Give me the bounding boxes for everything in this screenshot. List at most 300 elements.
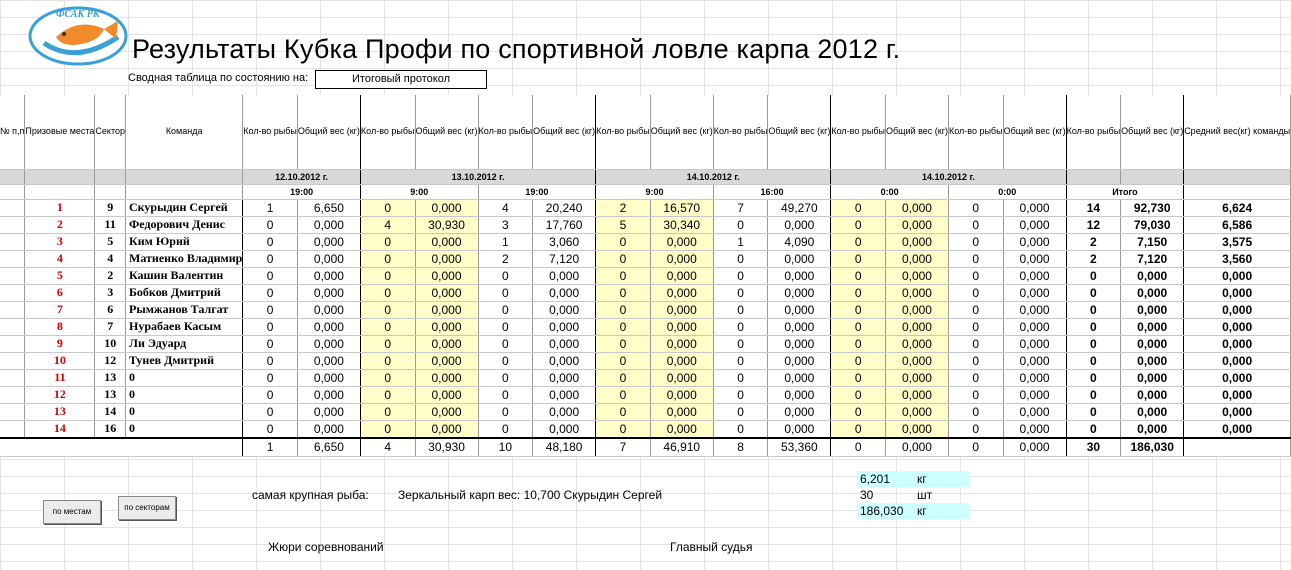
- count-cell: 0: [713, 301, 768, 318]
- table-row: [0, 284, 1291, 301]
- count-cell: 0: [596, 386, 651, 403]
- row-index-cell: [0, 369, 25, 386]
- header-count: Кол-во рыбы: [713, 95, 768, 169]
- weight-cell: 0,000: [1003, 420, 1066, 438]
- weight-cell: 0,000: [768, 318, 831, 335]
- total-cell: 30,930: [415, 438, 478, 457]
- count-cell: 0: [831, 233, 886, 250]
- logo-text: ФСАК РК: [56, 9, 100, 20]
- team-cell: 0: [126, 386, 243, 403]
- table-row: [0, 233, 1291, 250]
- total-weight-cell: 0,000: [1121, 301, 1184, 318]
- sector-cell: 6: [95, 301, 126, 318]
- weight-cell: 0,000: [1003, 250, 1066, 267]
- total-count-cell: 0: [1066, 267, 1121, 284]
- count-cell: 0: [360, 233, 415, 250]
- table-row: [0, 352, 1291, 369]
- count-cell: 0: [596, 403, 651, 420]
- count-cell: 0: [478, 301, 533, 318]
- count-cell: 0: [596, 267, 651, 284]
- table-row: [0, 301, 1291, 318]
- count-cell: 0: [948, 403, 1003, 420]
- count-cell: 0: [713, 318, 768, 335]
- count-cell: 0: [713, 335, 768, 352]
- weight-cell: 0,000: [768, 420, 831, 438]
- sector-cell: 3: [95, 284, 126, 301]
- count-cell: 0: [948, 301, 1003, 318]
- avg-weight-cell: 0,000: [1184, 386, 1291, 403]
- row-index-cell: [0, 318, 25, 335]
- weight-cell: 0,000: [415, 386, 478, 403]
- count-cell: 0: [831, 318, 886, 335]
- row-index-cell: [0, 233, 25, 250]
- weight-cell: 0,000: [1003, 335, 1066, 352]
- weight-cell: 0,000: [415, 403, 478, 420]
- row-index-cell: [0, 216, 25, 233]
- weight-cell: 0,000: [1003, 386, 1066, 403]
- team-cell: Рымжанов Талгат: [126, 301, 243, 318]
- count-cell: 0: [596, 301, 651, 318]
- weight-cell: 0,000: [1003, 284, 1066, 301]
- count-cell: 0: [831, 267, 886, 284]
- total-cell: 1: [243, 438, 298, 457]
- count-cell: 0: [948, 420, 1003, 438]
- count-cell: 0: [831, 301, 886, 318]
- count-cell: 0: [831, 284, 886, 301]
- grand-total-count: 30: [1066, 438, 1121, 457]
- total-weight-cell: 0,000: [1121, 318, 1184, 335]
- count-cell: 0: [713, 386, 768, 403]
- weight-cell: 30,340: [650, 216, 713, 233]
- sort-by-place-button[interactable]: по местам: [43, 500, 101, 524]
- row-index-cell: [0, 420, 25, 438]
- count-cell: 0: [831, 352, 886, 369]
- row-index-cell: [0, 284, 25, 301]
- count-cell: 0: [831, 216, 886, 233]
- weight-cell: 0,000: [1003, 233, 1066, 250]
- count-cell: 0: [831, 335, 886, 352]
- count-cell: 4: [478, 199, 533, 216]
- count-cell: 0: [596, 318, 651, 335]
- total-cell: 6,650: [297, 438, 360, 457]
- place-cell: 3: [25, 233, 95, 250]
- weight-cell: 0,000: [650, 267, 713, 284]
- total-cell: 0: [831, 438, 886, 457]
- count-cell: 0: [713, 369, 768, 386]
- weight-cell: 0,000: [768, 301, 831, 318]
- count-cell: 4: [360, 216, 415, 233]
- stat-total-weight: [857, 503, 970, 519]
- weight-cell: 0,000: [533, 369, 596, 386]
- avg-weight-cell: 6,586: [1184, 216, 1291, 233]
- weight-cell: 0,000: [533, 301, 596, 318]
- count-cell: 0: [948, 284, 1003, 301]
- count-cell: 0: [713, 250, 768, 267]
- weight-cell: 0,000: [415, 420, 478, 438]
- count-cell: 0: [360, 267, 415, 284]
- place-cell: 10: [25, 352, 95, 369]
- header-count: Кол-во рыбы: [596, 95, 651, 169]
- big-fish-label: самая крупная рыба:: [252, 488, 369, 502]
- stat-value: 186,030: [860, 504, 904, 518]
- count-cell: 0: [596, 335, 651, 352]
- count-cell: 0: [360, 318, 415, 335]
- count-cell: 0: [478, 369, 533, 386]
- weight-cell: 0,000: [1003, 199, 1066, 216]
- table-row: [0, 335, 1291, 352]
- total-cell: 10: [478, 438, 533, 457]
- avg-weight-cell: 0,000: [1184, 267, 1291, 284]
- row-index-cell: [0, 335, 25, 352]
- time-2: 9:00: [360, 184, 478, 199]
- count-cell: 0: [948, 199, 1003, 216]
- weight-cell: 0,000: [533, 352, 596, 369]
- weight-cell: 0,000: [650, 284, 713, 301]
- count-cell: 0: [713, 403, 768, 420]
- weight-cell: 0,000: [650, 250, 713, 267]
- count-cell: 2: [596, 199, 651, 216]
- time-6: 0:00: [831, 184, 949, 199]
- weight-cell: 0,000: [415, 301, 478, 318]
- count-cell: 0: [360, 403, 415, 420]
- count-cell: 0: [948, 369, 1003, 386]
- date-3: 14.10.2012 г.: [596, 169, 831, 184]
- weight-cell: 0,000: [297, 216, 360, 233]
- weight-cell: 0,000: [297, 233, 360, 250]
- date-1: 12.10.2012 г.: [243, 169, 361, 184]
- table-row: [0, 318, 1291, 335]
- total-weight-cell: 0,000: [1121, 369, 1184, 386]
- weight-cell: 0,000: [768, 216, 831, 233]
- time-5: 16:00: [713, 184, 831, 199]
- avg-weight-cell: 0,000: [1184, 318, 1291, 335]
- avg-weight-cell: 6,624: [1184, 199, 1291, 216]
- count-cell: 0: [596, 250, 651, 267]
- weight-cell: 0,000: [650, 352, 713, 369]
- weight-cell: 0,000: [885, 369, 948, 386]
- weight-cell: 20,240: [533, 199, 596, 216]
- count-cell: 0: [831, 420, 886, 438]
- total-count-cell: 2: [1066, 233, 1121, 250]
- header-place: Призовые места: [25, 95, 95, 169]
- count-cell: 0: [478, 318, 533, 335]
- sector-cell: 5: [95, 233, 126, 250]
- time-1: 19:00: [243, 184, 361, 199]
- count-cell: 0: [243, 233, 298, 250]
- weight-cell: 0,000: [768, 335, 831, 352]
- row-index-cell: [0, 199, 25, 216]
- row-index-cell: [0, 352, 25, 369]
- weight-cell: 0,000: [1003, 301, 1066, 318]
- date-4: 14.10.2012 г.: [831, 169, 1066, 184]
- results-table: [0, 95, 1291, 457]
- weight-cell: 7,120: [533, 250, 596, 267]
- place-cell: 8: [25, 318, 95, 335]
- total-count-cell: 14: [1066, 199, 1121, 216]
- count-cell: 0: [596, 352, 651, 369]
- header-weight: Общий вес (кг): [415, 95, 478, 169]
- count-cell: 0: [596, 284, 651, 301]
- total-count-cell: 0: [1066, 335, 1121, 352]
- stat-unit: шт: [917, 488, 933, 502]
- weight-cell: 0,000: [650, 335, 713, 352]
- total-count-cell: 0: [1066, 403, 1121, 420]
- avg-weight-cell: 0,000: [1184, 284, 1291, 301]
- sector-cell: 12: [95, 352, 126, 369]
- weight-cell: 6,650: [297, 199, 360, 216]
- count-cell: 0: [243, 335, 298, 352]
- total-cell: 8: [713, 438, 768, 457]
- avg-weight-cell: 0,000: [1184, 335, 1291, 352]
- count-cell: 0: [831, 199, 886, 216]
- place-cell: 11: [25, 369, 95, 386]
- table-row: [0, 216, 1291, 233]
- count-cell: 0: [243, 369, 298, 386]
- count-cell: 0: [243, 284, 298, 301]
- header-count: Кол-во рыбы: [478, 95, 533, 169]
- weight-cell: 0,000: [415, 267, 478, 284]
- count-cell: 1: [478, 233, 533, 250]
- count-cell: 0: [948, 318, 1003, 335]
- header-weight: Общий вес (кг): [297, 95, 360, 169]
- sector-cell: 13: [95, 386, 126, 403]
- team-cell: 0: [126, 420, 243, 438]
- team-cell: Бобков Дмитрий: [126, 284, 243, 301]
- count-cell: 0: [243, 352, 298, 369]
- weight-cell: 0,000: [297, 386, 360, 403]
- weight-cell: 0,000: [415, 199, 478, 216]
- summary-label: Сводная таблица по состоянию на:: [128, 72, 309, 84]
- header-count: Кол-во рыбы: [243, 95, 298, 169]
- count-cell: 0: [243, 420, 298, 438]
- total-count-cell: 2: [1066, 250, 1121, 267]
- team-cell: Матиенко Владимир: [126, 250, 243, 267]
- team-cell: Ким Юрий: [126, 233, 243, 250]
- total-weight-cell: 0,000: [1121, 386, 1184, 403]
- weight-cell: 0,000: [768, 352, 831, 369]
- weight-cell: 49,270: [768, 199, 831, 216]
- count-cell: 0: [948, 233, 1003, 250]
- count-cell: 0: [360, 335, 415, 352]
- count-cell: 0: [478, 403, 533, 420]
- count-cell: 0: [596, 233, 651, 250]
- weight-cell: 0,000: [533, 335, 596, 352]
- count-cell: 0: [948, 250, 1003, 267]
- weight-cell: 0,000: [297, 267, 360, 284]
- count-cell: 7: [713, 199, 768, 216]
- count-cell: 0: [360, 420, 415, 438]
- chief-judge-label: Главный судья: [670, 540, 753, 554]
- weight-cell: 0,000: [885, 318, 948, 335]
- jury-signature-label: Жюри соревнований: [268, 540, 384, 554]
- count-cell: 0: [948, 386, 1003, 403]
- weight-cell: 0,000: [885, 335, 948, 352]
- avg-weight-cell: 0,000: [1184, 369, 1291, 386]
- header-avg: Средний вес(кг) команды: [1184, 95, 1291, 169]
- weight-cell: 0,000: [297, 352, 360, 369]
- total-cell: 4: [360, 438, 415, 457]
- total-count-cell: 12: [1066, 216, 1121, 233]
- weight-cell: 0,000: [768, 403, 831, 420]
- sector-cell: 9: [95, 199, 126, 216]
- weight-cell: 30,930: [415, 216, 478, 233]
- total-weight-cell: 0,000: [1121, 420, 1184, 438]
- place-cell: 5: [25, 267, 95, 284]
- time-3: 19:00: [478, 184, 596, 199]
- weight-cell: 0,000: [885, 403, 948, 420]
- total-weight-cell: 0,000: [1121, 403, 1184, 420]
- weight-cell: 3,060: [533, 233, 596, 250]
- count-cell: 0: [360, 369, 415, 386]
- count-cell: 0: [478, 284, 533, 301]
- page-title: Результаты Кубка Профи по спортивной ловле карпа 2012 г.: [132, 34, 901, 64]
- count-cell: 0: [831, 369, 886, 386]
- row-index-cell: [0, 267, 25, 284]
- total-cell: 48,180: [533, 438, 596, 457]
- weight-cell: 0,000: [297, 318, 360, 335]
- sector-cell: 14: [95, 403, 126, 420]
- total-cell: 46,910: [650, 438, 713, 457]
- count-cell: 0: [713, 420, 768, 438]
- weight-cell: 0,000: [415, 284, 478, 301]
- team-cell: Тунев Дмитрий: [126, 352, 243, 369]
- total-weight-cell: 92,730: [1121, 199, 1184, 216]
- weight-cell: 0,000: [885, 233, 948, 250]
- count-cell: 0: [478, 267, 533, 284]
- count-cell: 0: [713, 352, 768, 369]
- sector-cell: 13: [95, 369, 126, 386]
- stat-value: 30: [860, 488, 874, 502]
- place-cell: 9: [25, 335, 95, 352]
- sort-by-sector-button[interactable]: по секторам: [118, 496, 176, 520]
- weight-cell: 0,000: [533, 386, 596, 403]
- total-count-cell: 0: [1066, 284, 1121, 301]
- avg-weight-cell: 0,000: [1184, 420, 1291, 438]
- count-cell: 0: [243, 386, 298, 403]
- weight-cell: 0,000: [768, 369, 831, 386]
- count-cell: 0: [713, 216, 768, 233]
- sector-cell: 11: [95, 216, 126, 233]
- count-cell: 0: [243, 216, 298, 233]
- avg-weight-cell: 3,560: [1184, 250, 1291, 267]
- total-cell: 0,000: [1003, 438, 1066, 457]
- place-cell: 1: [25, 199, 95, 216]
- place-cell: 4: [25, 250, 95, 267]
- count-cell: 0: [360, 301, 415, 318]
- team-cell: Ли Эдуард: [126, 335, 243, 352]
- header-weight: Общий вес (кг): [1003, 95, 1066, 169]
- summary-value[interactable]: Итоговый протокол: [315, 70, 487, 89]
- count-cell: 0: [360, 386, 415, 403]
- date-2: 13.10.2012 г.: [360, 169, 595, 184]
- weight-cell: 0,000: [885, 420, 948, 438]
- weight-cell: 0,000: [768, 386, 831, 403]
- count-cell: 1: [243, 199, 298, 216]
- sector-cell: 16: [95, 420, 126, 438]
- count-cell: 0: [360, 352, 415, 369]
- weight-cell: 0,000: [885, 250, 948, 267]
- header-num: № п,п: [0, 95, 25, 169]
- total-count-cell: 0: [1066, 420, 1121, 438]
- header-total-count: Кол-во рыбы: [1066, 95, 1121, 169]
- count-cell: 0: [831, 386, 886, 403]
- total-count-cell: 0: [1066, 352, 1121, 369]
- weight-cell: 0,000: [768, 250, 831, 267]
- sector-cell: 2: [95, 267, 126, 284]
- total-weight-cell: 7,150: [1121, 233, 1184, 250]
- weight-cell: 0,000: [533, 267, 596, 284]
- count-cell: 2: [478, 250, 533, 267]
- count-cell: 0: [713, 267, 768, 284]
- total-weight-cell: 0,000: [1121, 335, 1184, 352]
- header-total-weight: Общий вес (кг): [1121, 95, 1184, 169]
- count-cell: 0: [831, 403, 886, 420]
- weight-cell: 0,000: [297, 250, 360, 267]
- weight-cell: 0,000: [533, 420, 596, 438]
- weight-cell: 0,000: [650, 386, 713, 403]
- weight-cell: 0,000: [297, 301, 360, 318]
- time-4: 9:00: [596, 184, 714, 199]
- count-cell: 0: [948, 267, 1003, 284]
- total-count-cell: 0: [1066, 369, 1121, 386]
- weight-cell: 0,000: [885, 284, 948, 301]
- weight-cell: 0,000: [885, 386, 948, 403]
- total-cell: 7: [596, 438, 651, 457]
- team-cell: Кашин Валентин: [126, 267, 243, 284]
- avg-weight-cell: 0,000: [1184, 403, 1291, 420]
- header-count: Кол-во рыбы: [831, 95, 886, 169]
- weight-cell: 0,000: [650, 420, 713, 438]
- weight-cell: 0,000: [1003, 216, 1066, 233]
- weight-cell: 0,000: [885, 199, 948, 216]
- count-cell: 0: [948, 216, 1003, 233]
- avg-weight-cell: 0,000: [1184, 301, 1291, 318]
- weight-cell: 0,000: [650, 403, 713, 420]
- header-weight: Общий вес (кг): [885, 95, 948, 169]
- weight-cell: 0,000: [650, 318, 713, 335]
- count-cell: 0: [243, 301, 298, 318]
- count-cell: 0: [243, 250, 298, 267]
- total-weight-cell: 0,000: [1121, 267, 1184, 284]
- weight-cell: 0,000: [415, 335, 478, 352]
- team-cell: Скурыдин Сергей: [126, 199, 243, 216]
- table-row: [0, 199, 1291, 216]
- time-7: 0:00: [948, 184, 1066, 199]
- avg-weight-cell: 0,000: [1184, 352, 1291, 369]
- place-cell: 13: [25, 403, 95, 420]
- weight-cell: 0,000: [1003, 403, 1066, 420]
- count-cell: 0: [478, 352, 533, 369]
- count-cell: 0: [948, 352, 1003, 369]
- place-cell: 6: [25, 284, 95, 301]
- weight-cell: 0,000: [415, 369, 478, 386]
- total-count-cell: 0: [1066, 386, 1121, 403]
- weight-cell: 0,000: [297, 420, 360, 438]
- totals-row: [0, 438, 1291, 457]
- weight-cell: 0,000: [885, 267, 948, 284]
- stat-value: 6,201: [860, 472, 891, 486]
- team-cell: Нурабаев Касым: [126, 318, 243, 335]
- total-count-cell: 0: [1066, 318, 1121, 335]
- count-cell: 0: [948, 335, 1003, 352]
- total-weight-cell: 0,000: [1121, 352, 1184, 369]
- weight-cell: 0,000: [533, 284, 596, 301]
- grand-total-weight: 186,030: [1121, 438, 1184, 457]
- count-cell: 0: [596, 420, 651, 438]
- place-cell: 2: [25, 216, 95, 233]
- count-cell: 3: [478, 216, 533, 233]
- weight-cell: 0,000: [415, 318, 478, 335]
